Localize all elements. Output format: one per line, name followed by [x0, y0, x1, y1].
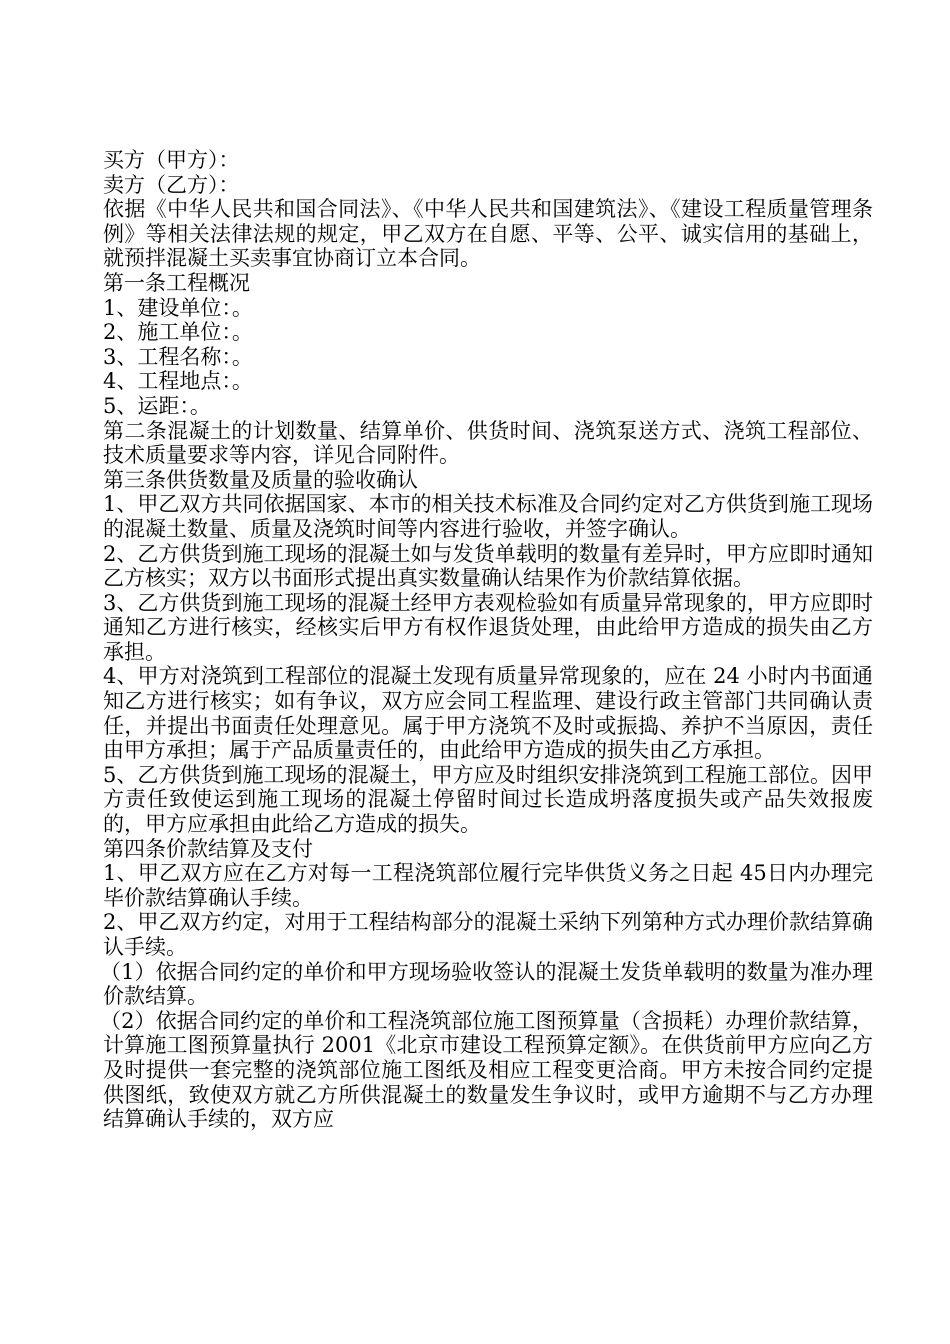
article-4-option-2: （2）依据合同约定的单价和工程浇筑部位施工图预算量（含损耗）办理价款结算，计算施工图预算量执行 2001《北京市建设工程预算定额》。在供货前甲方应向乙方及时提供一套完整的浇筑部位施工图纸及相应工程变更洽商。甲方未按合同约定提供图纸，致使双方就乙方所供混凝土的数量发生争议时，或甲方逾期不与乙方办理结算确认手续的，双方应: [100, 1008, 873, 1132]
buyer-line: 买方（甲方）：: [103, 148, 240, 172]
article-4-item-1: 1、甲乙双方应在乙方对每一工程浇筑部位履行完毕供货义务之日起 45日内办理完毕价款结算确认手续。: [103, 861, 873, 910]
seller-line: 卖方（乙方）：: [103, 172, 240, 197]
article-1-item-4: 4、工程地点：。: [103, 369, 253, 394]
article-3-item-3: 3、乙方供货到施工现场的混凝土经甲方表观检验如有质量异常现象的，甲方应即时通知乙方进行核实，经核实后甲方有权作退货处理，由此给甲方造成的损失由乙方承担。: [103, 590, 873, 664]
article-3-item-1: 1、甲乙双方共同依据国家、本市的相关技术标准及合同约定对乙方供货到施工现场的混凝土数量、质量及浇筑时间等内容进行验收，并签字确认。: [103, 492, 873, 541]
contract-document: [100, 148, 873, 1132]
article-4-option-1: （1）依据合同约定的单价和甲方现场验收签认的混凝土发货单载明的数量为准办理价款结算。: [100, 959, 873, 1009]
article-2-paragraph: 第二条混凝土的计划数量、结算单价、供货时间、浇筑泵送方式、浇筑工程部位、技术质量要求等内容，详见合同附件。: [103, 418, 873, 468]
preamble-paragraph: 依据《中华人民共和国合同法》、《中华人民共和国建筑法》、《建设工程质量管理条例》等相关法律法规的规定，甲乙双方在自愿、平等、公平、诚实信用的基础上，就预拌混凝土买卖事宜协商订立本合同。: [103, 197, 873, 271]
article-4-heading: 第四条价款结算及支付: [103, 836, 313, 861]
article-1-item-3: 3、工程名称：。: [103, 344, 253, 369]
article-3-item-2: 2、乙方供货到施工现场的混凝土如与发货单载明的数量有差异时，甲方应即时通知乙方核实；双方以书面形式提出真实数量确认结果作为价款结算依据。: [103, 541, 873, 591]
article-1-heading: 第一条工程概况: [103, 270, 250, 295]
article-1-item-5: 5、运距：。: [103, 393, 211, 418]
article-3-heading: 第三条供货数量及质量的验收确认: [103, 467, 418, 492]
article-1-item-2: 2、施工单位：。: [103, 320, 253, 345]
article-4-item-2: 2、甲乙双方约定，对用于工程结构部分的混凝土采纳下列第种方式办理价款结算确认手续。: [103, 910, 873, 959]
article-3-item-5: 5、乙方供货到施工现场的混凝土，甲方应及时组织安排浇筑到工程施工部位。因甲方责任致使运到施工现场的混凝土停留时间过长造成坍落度损失或产品失效报废的，甲方应承担由此给乙方造成的损失。: [103, 762, 873, 837]
article-3-item-4: 4、甲方对浇筑到工程部位的混凝土发现有质量异常现象的，应在 24 小时内书面通知乙方进行核实；如有争议，双方应会同工程监理、建设行政主管部门共同确认责任，并提出书面责任处理意见。属于甲方浇筑不及时或振捣、养护不当原因，责任由甲方承担；属于产品质量责任的，由此给甲方造成的损失由乙方承担。: [103, 664, 873, 763]
article-1-item-1: 1、建设单位：。: [103, 295, 253, 320]
